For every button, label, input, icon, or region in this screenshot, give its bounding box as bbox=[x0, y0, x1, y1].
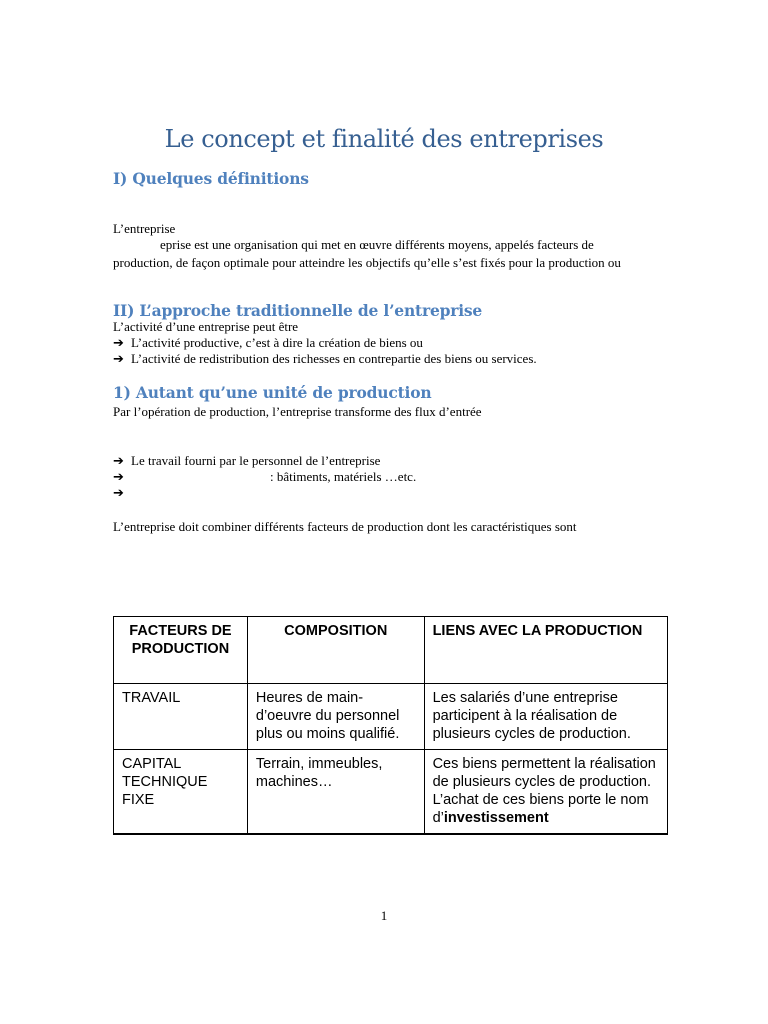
arrow-icon: ➔ bbox=[113, 454, 124, 469]
cell-link: Les salariés d’une entreprise participent à la réalisation de plusieurs cycles de production. bbox=[424, 684, 667, 750]
table-header-row bbox=[114, 617, 668, 684]
cell-link-line: Ces biens permettent la réalisation bbox=[432, 756, 656, 772]
definition-line-2: eprise est une organisation qui met en œuvre différents moyens, appelés facteurs de bbox=[160, 237, 594, 252]
approach-bullet-1 bbox=[113, 335, 423, 352]
production-closing: L’entreprise doit combiner différents facteurs de production dont les caractéristiques sont bbox=[113, 519, 577, 534]
production-factors-table bbox=[113, 616, 668, 835]
approach-intro: L’activité d’une entreprise peut être bbox=[113, 319, 299, 334]
production-bullet-text-1: Le travail fourni par le personnel de l’entreprise bbox=[131, 453, 381, 468]
header-composition: COMPOSITION bbox=[247, 617, 424, 684]
approach-bullet-text-1: L’activité productive, c’est à dire la création de biens ou bbox=[131, 335, 423, 350]
section-heading-production-unit: 1) Autant qu’une unité de production bbox=[113, 383, 432, 402]
cell-factor: TRAVAIL bbox=[114, 684, 248, 750]
cell-link-line: L’achat de ces biens porte le nom bbox=[432, 792, 649, 808]
approach-bullet-2 bbox=[113, 351, 537, 368]
arrow-icon: ➔ bbox=[113, 470, 124, 485]
page-title: Le concept et finalité des entreprises bbox=[164, 125, 604, 153]
arrow-icon: ➔ bbox=[113, 352, 124, 367]
arrow-icon: ➔ bbox=[113, 336, 124, 351]
cell-link-prefix: d’ bbox=[432, 810, 444, 826]
cell-link bbox=[424, 750, 667, 835]
cell-link-line bbox=[433, 809, 659, 827]
production-bullet-1 bbox=[113, 453, 380, 470]
production-intro: Par l’opération de production, l’entreprise transforme des flux d’entrée bbox=[113, 404, 482, 419]
table-row bbox=[114, 750, 668, 835]
header-links: LIENS AVEC LA PRODUCTION bbox=[424, 617, 667, 684]
cell-link-line: de plusieurs cycles de production. bbox=[432, 774, 652, 790]
definition-line-3: production, de façon optimale pour atteindre les objectifs qu’elle s’est fixés pour la production ou bbox=[113, 255, 621, 270]
page-number: 1 bbox=[380, 908, 388, 923]
production-bullet-text-2: : bâtiments, matériels …etc. bbox=[270, 469, 417, 484]
table-row bbox=[114, 684, 668, 750]
production-bullet-3 bbox=[113, 485, 131, 502]
production-bullet-2 bbox=[113, 469, 416, 486]
cell-composition: Heures de main-d’oeuvre du personnel plus ou moins qualifié. bbox=[247, 684, 424, 750]
header-factors: FACTEURS DE PRODUCTION bbox=[114, 617, 248, 684]
cell-factor: CAPITAL TECHNIQUE FIXE bbox=[114, 750, 248, 835]
cell-link-bold-term: investissement bbox=[443, 810, 549, 826]
arrow-icon: ➔ bbox=[113, 486, 124, 501]
section-heading-traditional-approach: II) L’approche traditionnelle de l’entreprise bbox=[113, 301, 483, 320]
approach-bullet-text-2: L’activité de redistribution des richesses en contrepartie des biens ou services. bbox=[131, 351, 537, 366]
cell-composition: Terrain, immeubles, machines… bbox=[247, 750, 424, 835]
definition-line-1: L’entreprise bbox=[113, 221, 176, 236]
section-heading-definitions: I) Quelques définitions bbox=[113, 169, 309, 188]
